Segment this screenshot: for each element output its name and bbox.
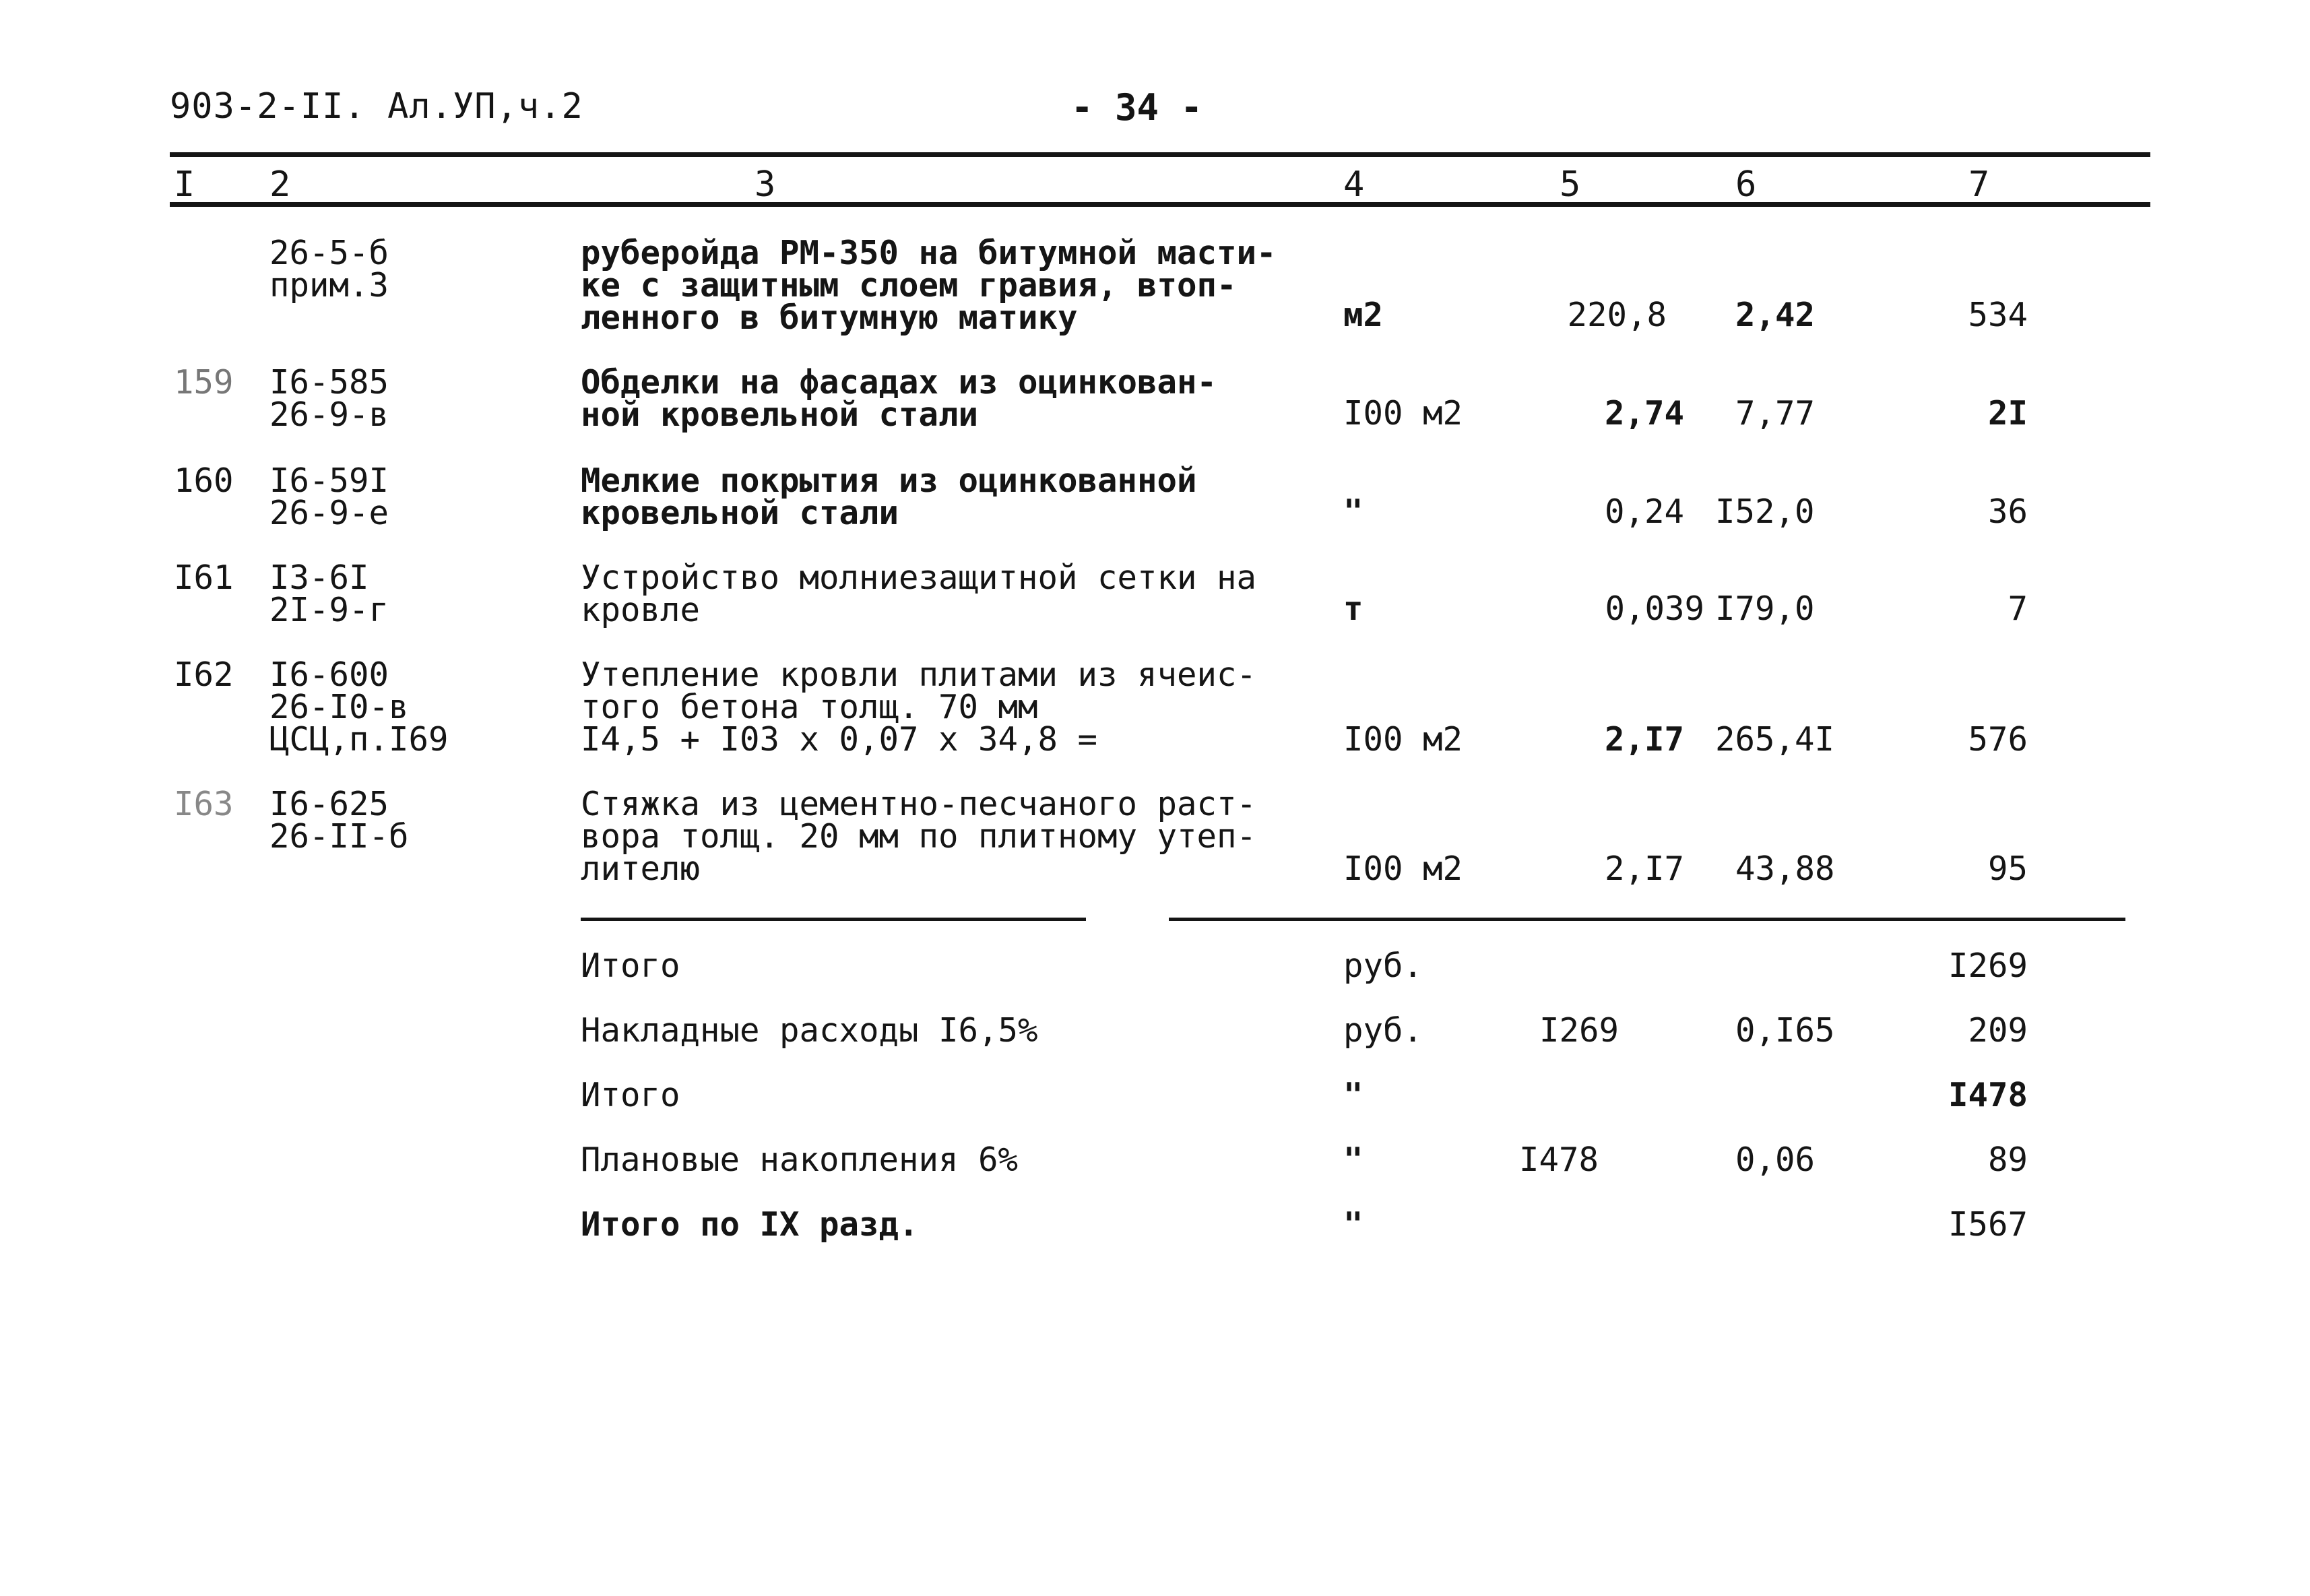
row-description: Мелкие покрытия из оцинкованной кровельной стали bbox=[581, 461, 1197, 532]
row-total: 2I bbox=[1987, 394, 2028, 433]
row-total: 95 bbox=[1987, 850, 2028, 888]
page-number: - 34 - bbox=[1071, 86, 1203, 129]
row-unit: I00 м2 bbox=[1343, 394, 1463, 433]
header-rule bbox=[170, 202, 2150, 207]
column-number-4: 4 bbox=[1343, 164, 1365, 205]
row-number: 160 bbox=[174, 461, 234, 500]
row-description: Обделки на фасадах из оцинкован- ной кровельной стали bbox=[581, 363, 1217, 434]
subtotal-rule-right bbox=[1169, 918, 2125, 921]
summary-label: Итого bbox=[581, 1076, 680, 1114]
row-code: I3-6I 2I-9-г bbox=[269, 558, 389, 629]
row-quantity: 0,039 bbox=[1605, 589, 1704, 628]
summary-total: I269 bbox=[1948, 947, 2028, 985]
summary-base: I478 bbox=[1519, 1141, 1599, 1179]
row-description: Стяжка из цементно-песчаного раст- вора толщ. 20 мм по плитному утеп- лителю bbox=[581, 785, 1257, 888]
row-price: 43,88 bbox=[1735, 850, 1835, 888]
row-code: I6-585 26-9-в bbox=[269, 363, 389, 434]
row-quantity: 2,I7 bbox=[1604, 850, 1684, 888]
row-number: I62 bbox=[174, 656, 234, 694]
row-code: I6-600 26-I0-в ЦСЦ,п.I69 bbox=[269, 656, 449, 759]
summary-total: I478 bbox=[1948, 1076, 2028, 1114]
summary-unit: " bbox=[1343, 1076, 1363, 1114]
column-number-1: I bbox=[174, 164, 195, 205]
summary-total: 209 bbox=[1968, 1011, 2028, 1050]
row-number: 159 bbox=[174, 363, 234, 402]
summary-label: Накладные расходы I6,5% bbox=[581, 1011, 1038, 1050]
row-code: 26-5-б прим.3 bbox=[269, 234, 389, 305]
summary-label: Плановые накопления 6% bbox=[581, 1141, 1019, 1179]
row-description: Устройство молниезащитной сетки на кровле bbox=[581, 558, 1257, 629]
row-quantity: 0,24 bbox=[1604, 492, 1684, 531]
row-code: I6-59I 26-9-е bbox=[269, 461, 389, 532]
row-code: I6-625 26-II-б bbox=[269, 785, 409, 856]
row-number: I61 bbox=[174, 558, 234, 597]
row-description: Утепление кровли плитами из ячеис- того бетона толщ. 70 мм I4,5 + I03 x 0,07 x 34,8 = bbox=[581, 656, 1257, 759]
summary-unit: руб. bbox=[1343, 1011, 1423, 1050]
summary-unit: " bbox=[1343, 1141, 1363, 1179]
row-price: 2,42 bbox=[1735, 296, 1816, 334]
summary-base: I269 bbox=[1539, 1011, 1619, 1050]
row-number: I63 bbox=[174, 785, 234, 823]
summary-rate: 0,I65 bbox=[1735, 1011, 1835, 1050]
row-price: I79,0 bbox=[1715, 589, 1815, 628]
top-rule bbox=[170, 152, 2150, 157]
row-quantity: 2,74 bbox=[1604, 394, 1684, 433]
column-number-6: 6 bbox=[1735, 164, 1757, 205]
row-price: 265,4I bbox=[1715, 720, 1835, 759]
row-price: I52,0 bbox=[1715, 492, 1815, 531]
column-number-2: 2 bbox=[269, 164, 291, 205]
row-description: руберойда РМ-350 на битумной масти- ке с защитным слоем гравия, втоп- ленного в битумную матику bbox=[581, 234, 1277, 337]
row-quantity: 220,8 bbox=[1567, 296, 1667, 334]
summary-total: 89 bbox=[1987, 1141, 2028, 1179]
row-total: 534 bbox=[1968, 296, 2028, 334]
summary-label: Итого по IX разд. bbox=[581, 1205, 919, 1244]
subtotal-rule-left bbox=[581, 918, 1086, 921]
row-total: 36 bbox=[1987, 492, 2028, 531]
row-unit: I00 м2 bbox=[1343, 720, 1463, 759]
row-unit: т bbox=[1343, 589, 1363, 628]
row-unit: м2 bbox=[1343, 296, 1384, 334]
row-total: 576 bbox=[1968, 720, 2028, 759]
summary-rate: 0,06 bbox=[1735, 1141, 1816, 1179]
document-code: 903-2-II. Ал.УП,ч.2 bbox=[170, 86, 583, 127]
column-number-7: 7 bbox=[1968, 164, 1990, 205]
column-number-5: 5 bbox=[1560, 164, 1581, 205]
summary-label: Итого bbox=[581, 947, 680, 985]
row-quantity: 2,I7 bbox=[1604, 720, 1684, 759]
row-unit: I00 м2 bbox=[1343, 850, 1463, 888]
column-number-3: 3 bbox=[755, 164, 776, 205]
summary-unit: руб. bbox=[1343, 947, 1423, 985]
summary-total: I567 bbox=[1948, 1205, 2028, 1244]
row-unit: " bbox=[1343, 492, 1363, 531]
row-price: 7,77 bbox=[1735, 394, 1816, 433]
row-total: 7 bbox=[2008, 589, 2028, 628]
summary-unit: " bbox=[1343, 1205, 1363, 1244]
